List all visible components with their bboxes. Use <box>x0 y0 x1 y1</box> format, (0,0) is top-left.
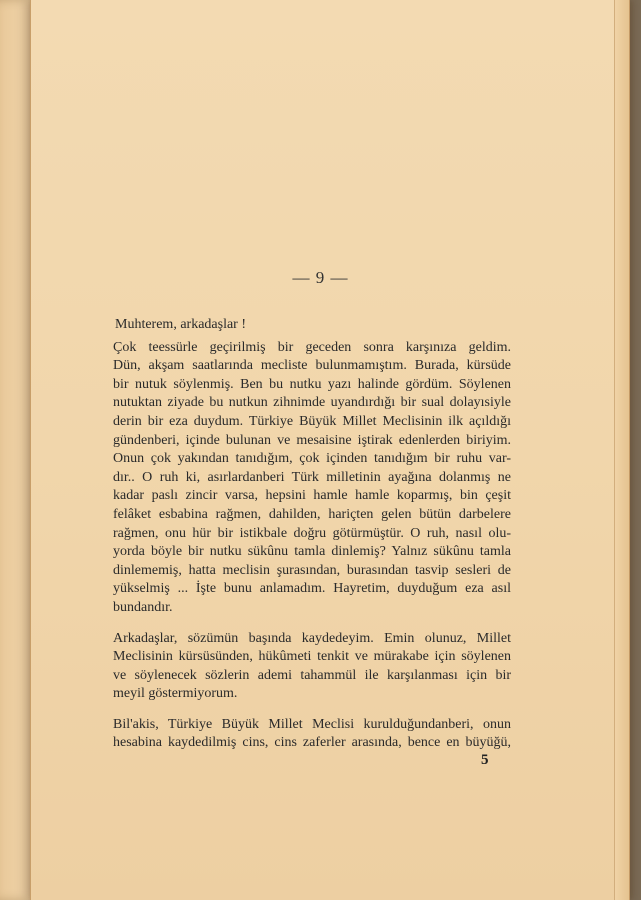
page-number: — 9 — <box>292 268 349 287</box>
text-line: Meclisinin kürsüsünden, hükûmeti tenkit ve mürakabe için söylenen <box>113 649 511 665</box>
page-right-edge <box>614 0 629 900</box>
text-line: yükselmiş ... İşte bunu anlamadım. Hayretim, duyduğum eza asıl <box>113 581 511 597</box>
text-line: ve söylenecek sözlerin ademi tahammül ile karşılanması için bir <box>113 667 511 683</box>
paragraph-3 <box>113 716 511 753</box>
text-line: dinlememiş, hatta meclisin şurasından, burasından tasvip sesleri de <box>113 562 511 578</box>
text-line: dır.. O ruh ki, asırlardanberi Türk milletinin ayağına dolanmış ne <box>113 469 511 485</box>
paragraph-2 <box>113 630 511 704</box>
signature-mark: 5 <box>481 752 489 768</box>
text-line: Dün, akşam saatlarında mecliste bulunmamıştım. Burada, kürsüde <box>113 358 511 374</box>
text-line: felâket esbabina rağmen, dahilden, hariçten gelen bütün darbelere <box>113 506 511 522</box>
text-line: Bil'akis, Türkiye Büyük Millet Meclisi kurulduğundanberi, onun <box>113 716 511 732</box>
salutation: Muhterem, arkadaşlar ! <box>115 317 246 332</box>
text-line: kadar paslı zincir varsa, hepsini hamle hamle koparmış, bin çeşit <box>113 488 511 504</box>
paragraph-1 <box>113 339 511 618</box>
text-line: Arkadaşlar, sözümün başında kaydedeyim. Emin olunuz, Millet <box>113 630 511 646</box>
text-line: bundandır. <box>113 599 173 615</box>
text-line: rağmen, onu hür bir istikbale doğru götürmüştür. O ruh, nasıl olu- <box>113 525 511 541</box>
text-line: derin bir eza duydum. Türkiye Büyük Millet Meclisinin ilk açıldığı <box>113 413 511 429</box>
text-line: yorda böyle bir nutku sükûnu tamla dinlemiş? Yalnız sükûnu tamla <box>113 544 511 560</box>
text-line: hesabina kaydedilmiş cins, cins zaferler arasında, bence en büyüğü, <box>113 735 511 751</box>
text-line: bir nutuk söylenmiş. Ben bu nutku yazı halinde gördüm. Söylenen <box>113 376 511 392</box>
body-text <box>113 316 511 765</box>
text-line: meyil göstermiyorum. <box>113 686 238 702</box>
text-line: Çok teessürle geçirilmiş bir geceden sonra karşınıza geldim. <box>113 339 511 355</box>
text-line: nutuktan ziyade bu nutkun zihnimde uyandırdığı bir sual dolayısiyle <box>113 395 511 411</box>
text-line: gündenberi, içinde bulunan ve mesaisine iştirak edenlerden biriyim. <box>113 432 511 448</box>
text-line: Onun çok yakından tanıdığım, çok içinden tanıdığım bir ruhu var- <box>113 451 511 467</box>
